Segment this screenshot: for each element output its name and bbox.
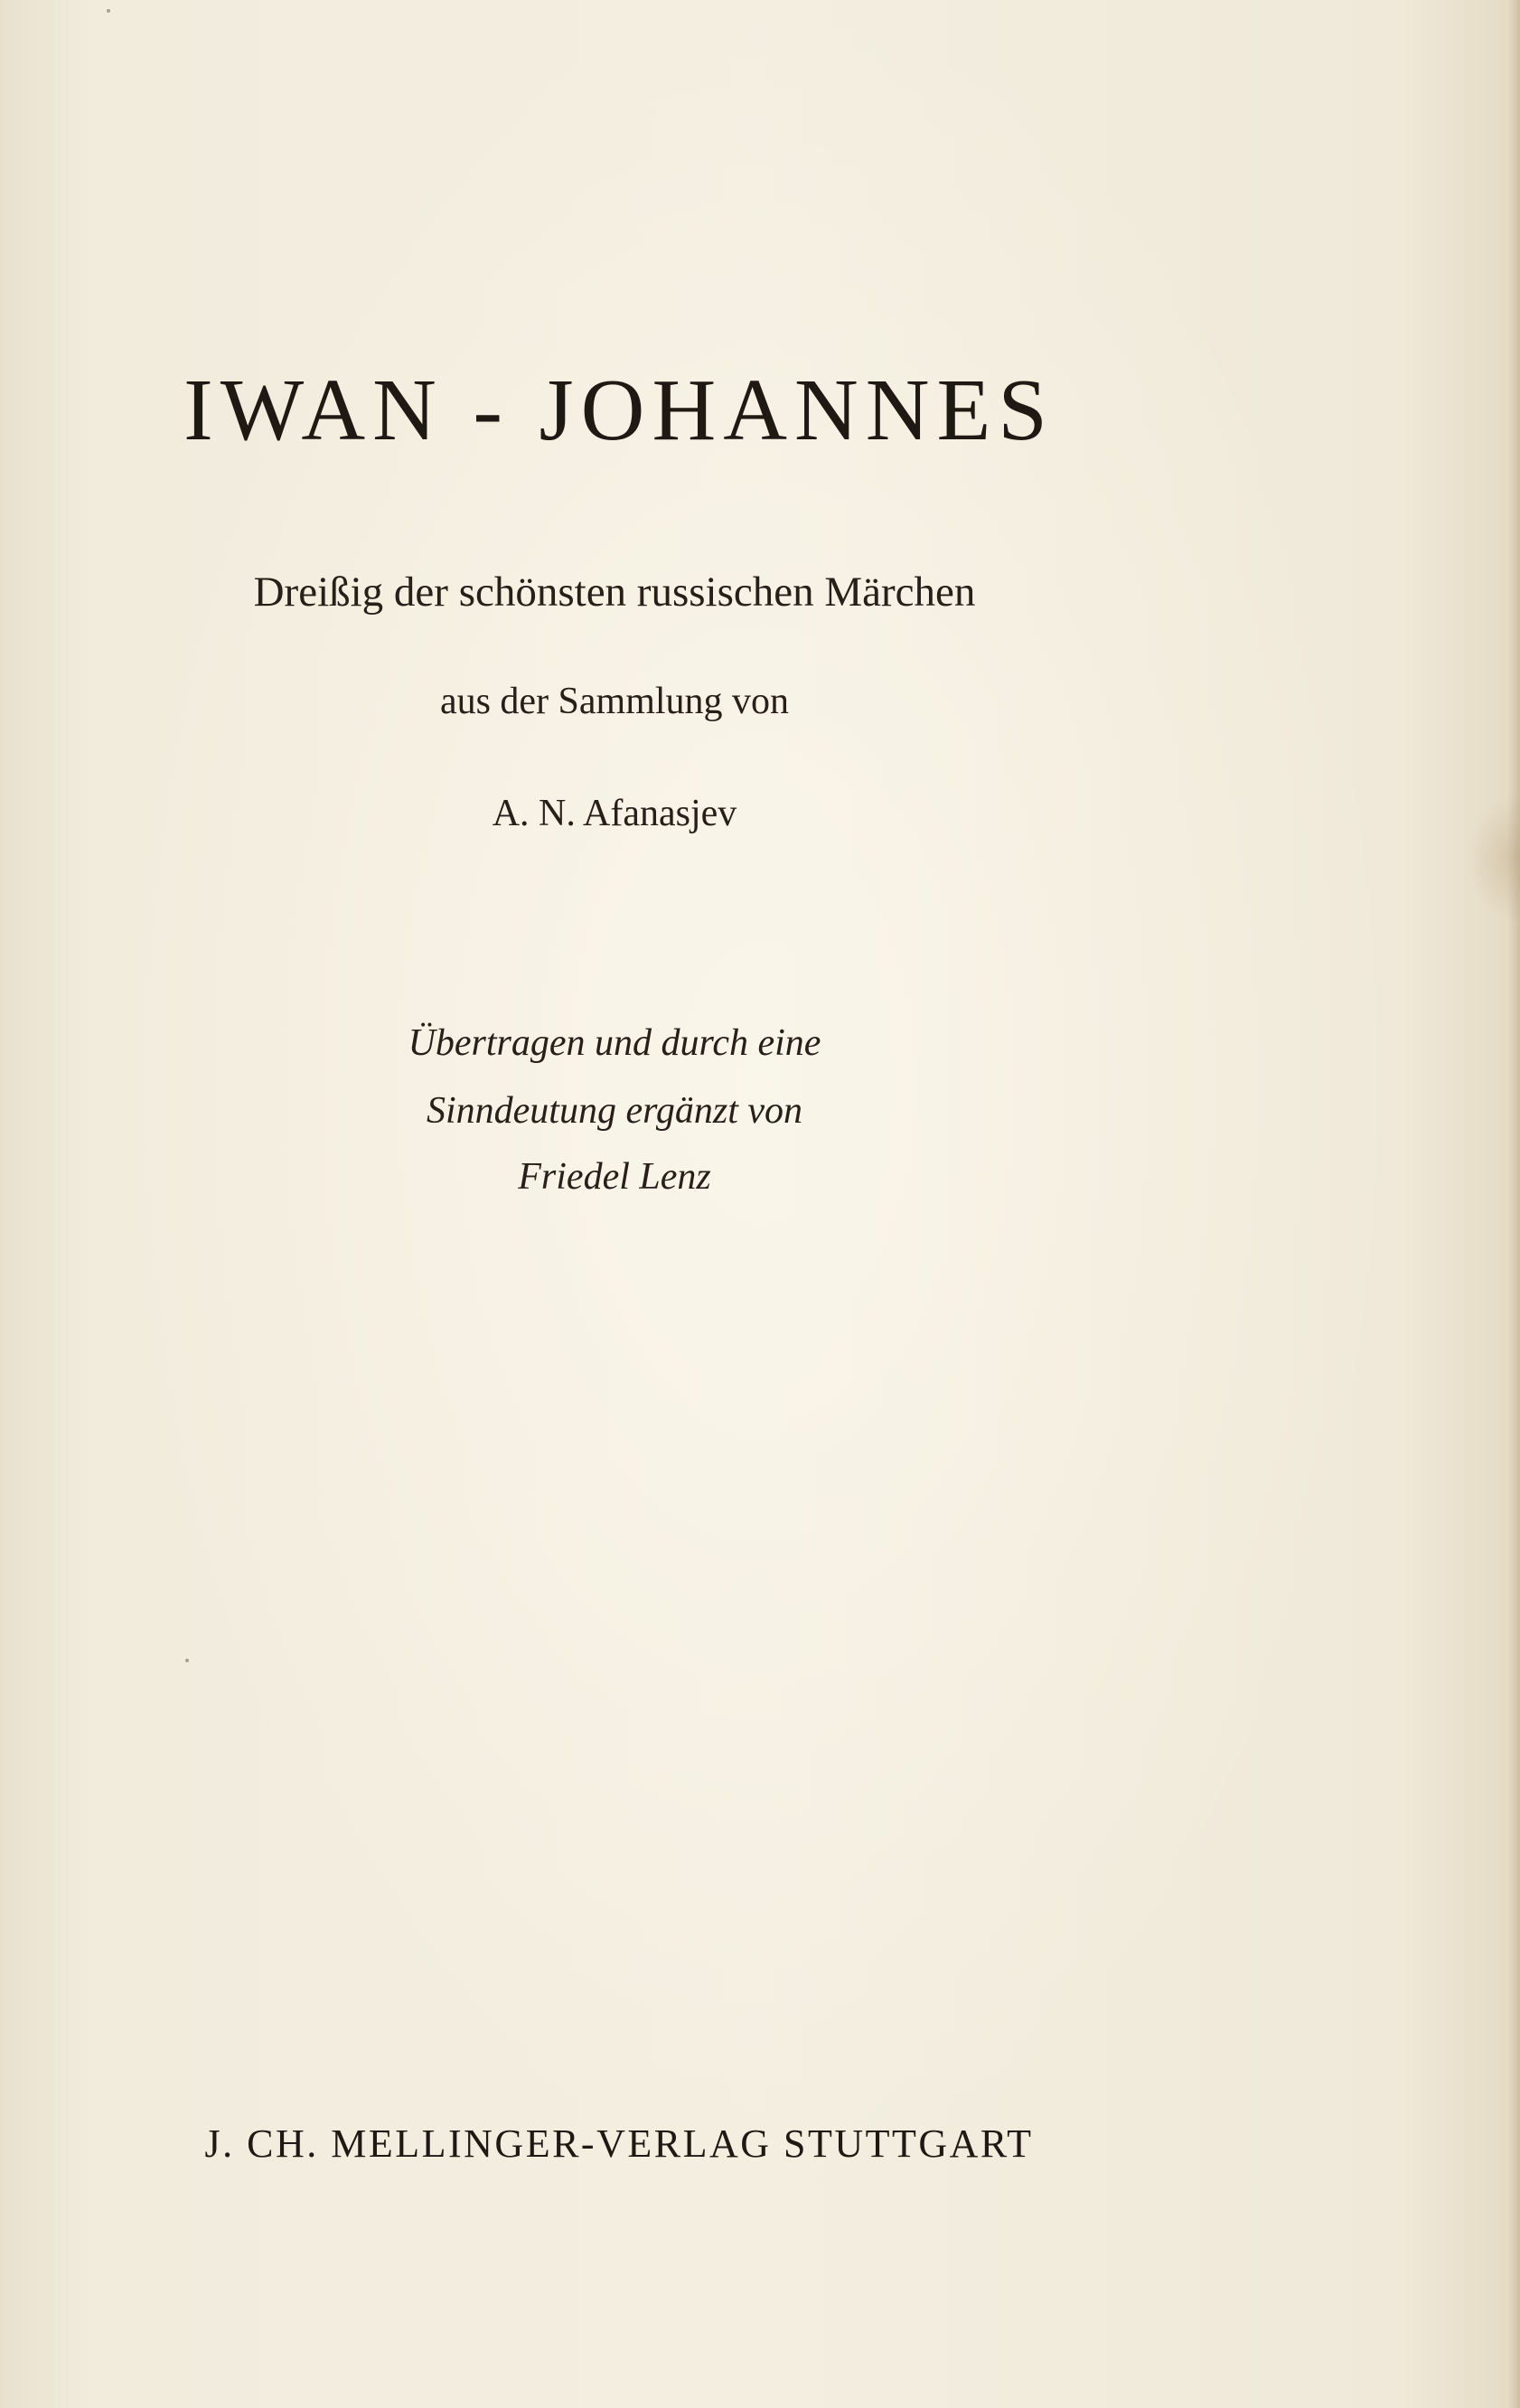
paper-speck (185, 1659, 189, 1662)
source-line: aus der Sammlung von (439, 681, 790, 722)
translator-credit-line-1: Übertragen und durch eine (408, 1022, 821, 1064)
publisher-imprint: J. CH. MELLINGER-VERLAG STUTTGART (204, 2121, 1034, 2166)
author-name: A. N. Afanasjev (492, 793, 737, 834)
paper-speck (107, 9, 110, 13)
book-subtitle: Dreißig der schönsten russischen Märchen (253, 569, 976, 616)
page-edge-shadow (1507, 0, 1520, 2408)
book-title: IWAN - JOHANNES (183, 362, 1055, 459)
translator-credit-line-2: Sinndeutung ergänzt von (426, 1090, 803, 1132)
paper-stain (1466, 795, 1520, 922)
translator-name: Friedel Lenz (518, 1156, 711, 1198)
